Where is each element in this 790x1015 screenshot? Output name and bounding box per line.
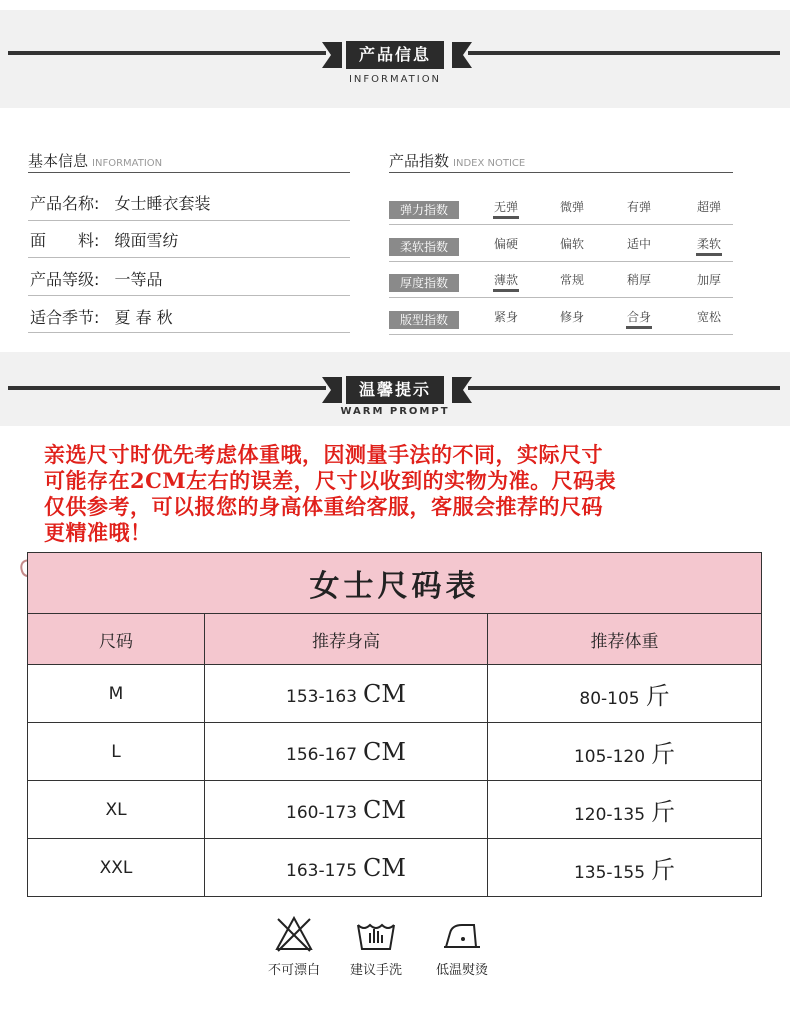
height-cell: 153-163 CM — [205, 665, 488, 723]
no-bleach-icon — [274, 915, 314, 953]
info-row-season: 适合季节: 夏 春 秋 — [30, 308, 173, 327]
index-option: 有弹 — [626, 200, 651, 214]
info-row-divider — [28, 257, 350, 258]
table-row — [28, 665, 762, 723]
info-row-grade: 产品等级: 一等品 — [30, 270, 163, 289]
basic-info-heading: 基本信息 INFORMATION — [28, 152, 163, 170]
index-option: 稍厚 — [626, 273, 651, 287]
index-notice-heading: 产品指数 INDEX NOTICE — [389, 152, 526, 170]
table-row — [28, 839, 762, 897]
low-iron-icon — [440, 915, 484, 953]
table-row — [28, 723, 762, 781]
sizing-notice — [44, 442, 764, 546]
care-label: 不可漂白 — [267, 963, 320, 978]
care-low-iron — [424, 915, 500, 978]
notice-line: 可能存在2CM左右的误差，尺寸以收到的实物为准。尺码表 — [44, 468, 617, 493]
index-option: 宽松 — [696, 310, 721, 324]
index-option: 微弹 — [559, 200, 584, 214]
notice-line: 更精准哦！ — [44, 520, 152, 545]
index-row-divider — [389, 334, 733, 335]
weight-cell: 105-120 斤 — [488, 723, 762, 781]
height-cell: 163-175 CM — [205, 839, 488, 897]
banner-left-line — [8, 51, 326, 55]
size-cell: XL — [28, 781, 205, 839]
size-table-title: 女士尺码表 — [28, 553, 762, 614]
care-label: 建议手洗 — [349, 963, 402, 978]
index-label: 厚度指数 — [389, 274, 459, 292]
banner-right-line — [468, 51, 780, 55]
size-cell: L — [28, 723, 205, 781]
height-cell: 156-167 CM — [205, 723, 488, 781]
index-label: 版型指数 — [389, 311, 459, 329]
info-row-divider — [28, 332, 350, 333]
index-option-selected: 柔软 — [684, 235, 734, 252]
banner-left-line — [8, 386, 326, 390]
weight-cell: 135-155 斤 — [488, 839, 762, 897]
header-height: 推荐身高 — [205, 614, 488, 665]
index-option-selected: 合身 — [614, 308, 664, 325]
care-no-bleach — [256, 915, 332, 978]
index-option-selected: 无弹 — [481, 198, 531, 215]
size-cell: M — [28, 665, 205, 723]
header-size: 尺码 — [28, 614, 205, 665]
care-label: 低温熨烫 — [435, 963, 488, 978]
info-banner — [0, 10, 790, 108]
notice-line: 亲选尺寸时优先考虑体重哦，因测量手法的不同，实际尺寸 — [44, 442, 603, 467]
index-row-divider — [389, 261, 733, 262]
care-hand-wash — [338, 915, 414, 978]
index-notice-rule — [389, 172, 733, 173]
index-option: 超弹 — [696, 200, 721, 214]
index-option: 偏软 — [559, 237, 584, 251]
banner-subtitle: INFORMATION — [348, 74, 442, 85]
index-option: 适中 — [626, 237, 651, 251]
info-row-fabric: 面 料: 缎面雪纺 — [30, 231, 179, 250]
table-row — [28, 781, 762, 839]
weight-cell: 120-135 斤 — [488, 781, 762, 839]
size-table — [27, 552, 762, 897]
banner-title: 产品信息 — [346, 41, 444, 69]
size-cell: XXL — [28, 839, 205, 897]
index-option: 紧身 — [493, 310, 518, 324]
index-row-divider — [389, 297, 733, 298]
info-row-divider — [28, 220, 350, 221]
index-label: 柔软指数 — [389, 238, 459, 256]
basic-info-rule — [28, 172, 350, 173]
weight-cell: 80-105 斤 — [488, 665, 762, 723]
warm-banner — [0, 352, 790, 426]
info-row-divider — [28, 295, 350, 296]
info-row-name: 产品名称: 女士睡衣套装 — [30, 194, 211, 213]
hand-wash-icon — [354, 915, 398, 953]
banner-right-line — [468, 386, 780, 390]
index-option: 偏硬 — [493, 237, 518, 251]
height-cell: 160-173 CM — [205, 781, 488, 839]
index-row-divider — [389, 224, 733, 225]
index-option-selected: 薄款 — [481, 271, 531, 288]
index-option: 常规 — [559, 273, 584, 287]
index-label: 弹力指数 — [389, 201, 459, 219]
index-option: 修身 — [559, 310, 584, 324]
header-weight: 推荐体重 — [488, 614, 762, 665]
banner-title: 温馨提示 — [346, 376, 444, 404]
index-option: 加厚 — [696, 273, 721, 287]
notice-line: 仅供参考，可以报您的身高体重给客服，客服会推荐的尺码 — [44, 494, 603, 519]
banner-subtitle: WARM PROMPT — [340, 406, 450, 417]
